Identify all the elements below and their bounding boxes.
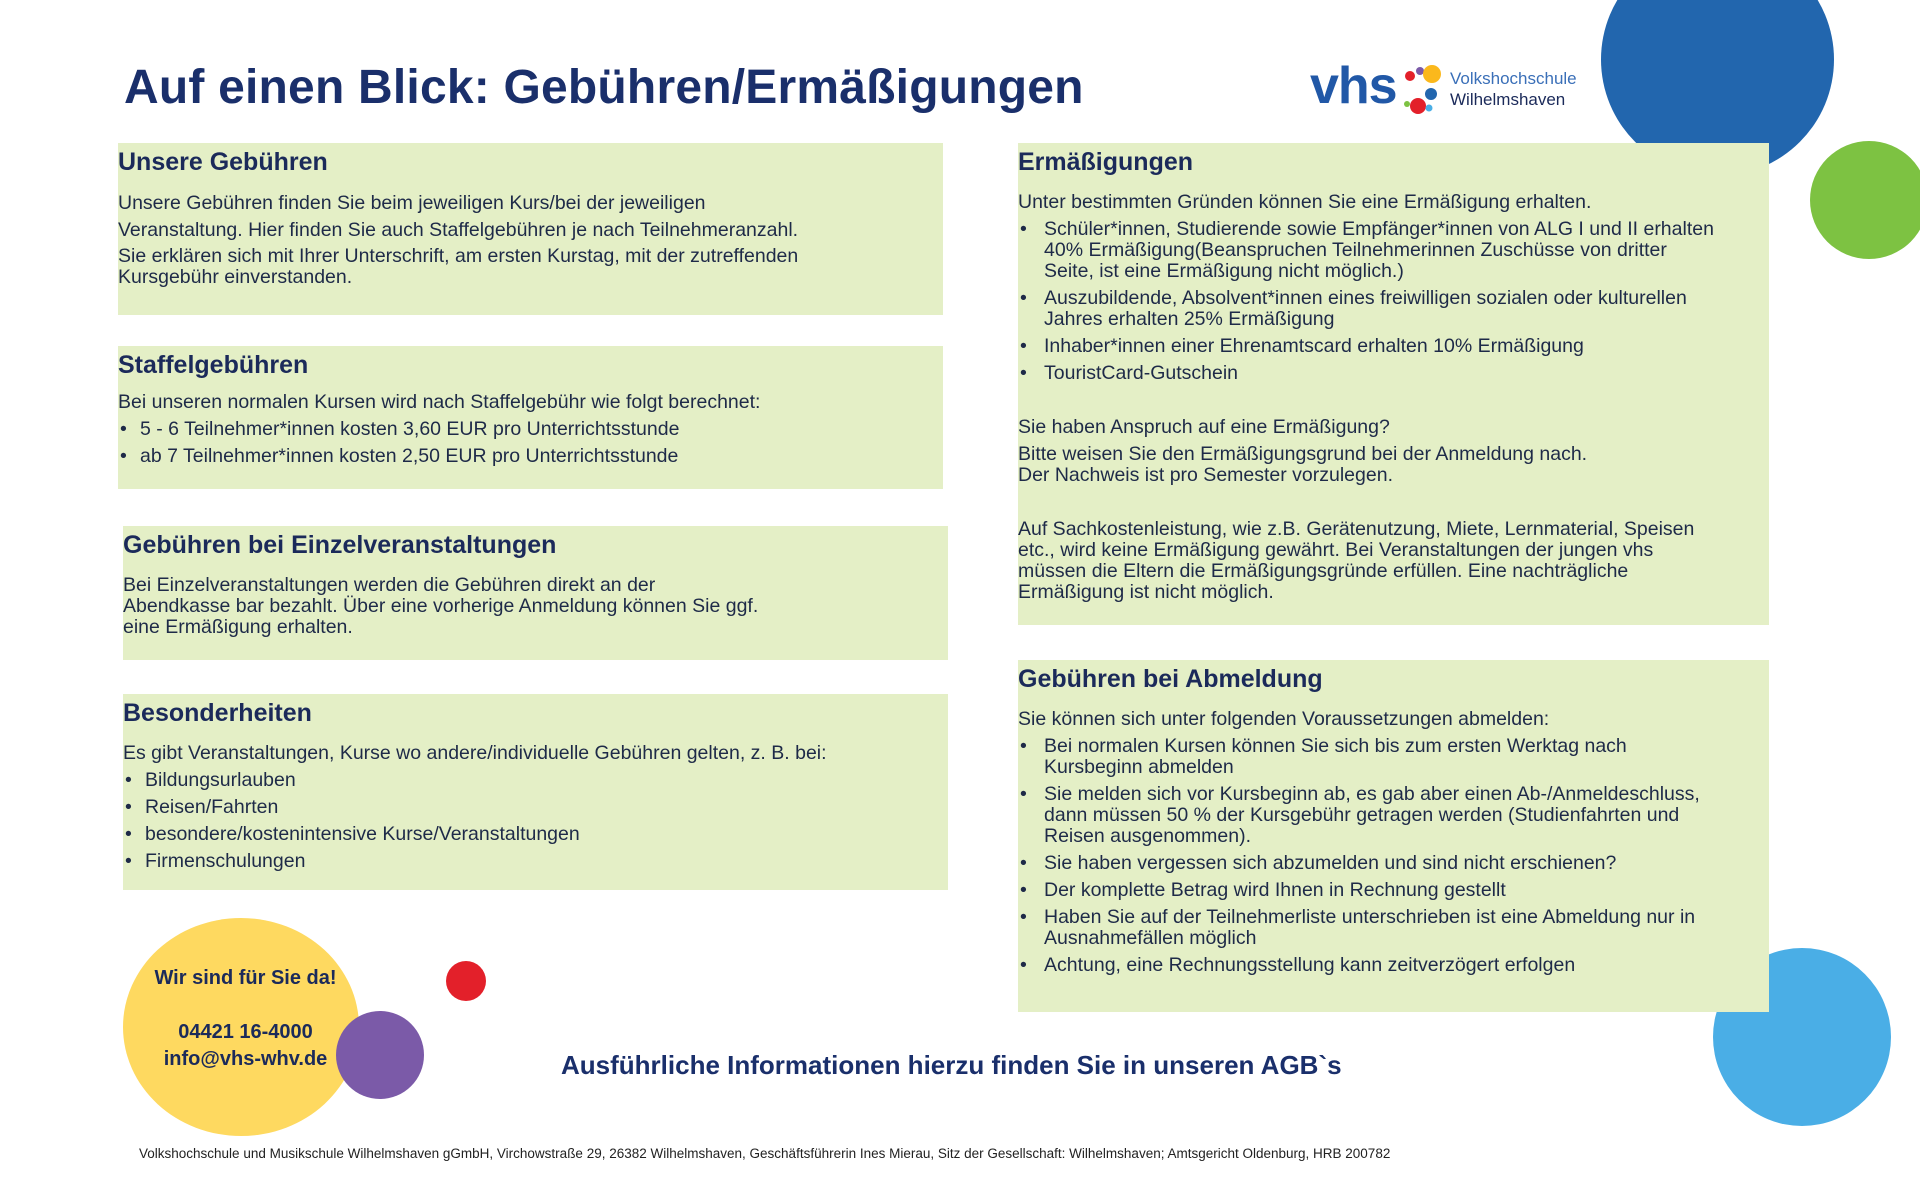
list-item-line: • Schüler*innen, Studierende sowie Empfänger*innen von ALG I und II erhalten: [1044, 218, 1714, 240]
section-intro: Bei unseren normalen Kursen wird nach Staffelgebühr wie folgt berechnet:: [118, 391, 761, 413]
list-item: • 5 - 6 Teilnehmer*innen kosten 3,60 EUR pro Unterrichtsstunde: [118, 419, 918, 440]
contact-phone[interactable]: 04421 16-4000: [178, 1021, 313, 1043]
section-body: [118, 392, 918, 467]
list-item: • besondere/kostenintensive Kurse/Veranstaltungen: [123, 824, 923, 845]
decor-circle-green: [1810, 141, 1920, 259]
list-item: • Firmenschulungen: [123, 851, 923, 872]
bullet-list: [123, 770, 923, 872]
list-item-line: Ausnahmefällen möglich: [1044, 927, 1257, 949]
list-item-line: • Haben Sie auf der Teilnehmerliste unterschrieben ist eine Abmeldung nur in: [1044, 906, 1696, 928]
list-item: [1018, 363, 1768, 384]
list-item-line: 40% Ermäßigung(Beanspruchen Teilnehmerinnen Zuschüsse von dritter: [1044, 239, 1667, 261]
list-item: [1018, 288, 1768, 330]
section-staffelgebuehren: [118, 346, 943, 489]
contact-heading: Wir sind für Sie da!: [154, 967, 337, 989]
list-item-line: • Achtung, eine Rechnungsstellung kann zeitverzögert erfolgen: [1044, 954, 1576, 976]
text-line: etc., wird keine Ermäßigung gewährt. Bei Veranstaltungen der jungen vhs: [1018, 539, 1654, 561]
section-heading: Staffelgebühren: [118, 351, 309, 379]
section-body: [118, 193, 918, 288]
list-item-line: • Bei normalen Kursen können Sie sich bis zum ersten Werktag nach: [1044, 735, 1627, 757]
section-intro: Sie können sich unter folgenden Voraussetzungen abmelden:: [1018, 708, 1550, 730]
page-title: Auf einen Blick: Gebühren/Ermäßigungen: [124, 61, 1084, 114]
vhs-logo: [1310, 58, 1610, 118]
text-line: Bitte weisen Sie den Ermäßigungsgrund bei der Anmeldung nach.: [1018, 443, 1588, 465]
text-line: Der Nachweis ist pro Semester vorzulegen.: [1018, 464, 1393, 486]
text-line: müssen die Eltern die Ermäßigungsgründe erfüllen. Eine nachträgliche: [1018, 560, 1629, 582]
logo-line-2: Wilhelmshaven: [1450, 90, 1566, 109]
section-body: [123, 743, 923, 872]
list-item-line: Reisen ausgenommen).: [1044, 825, 1252, 847]
section-body: [1018, 192, 1768, 603]
list-item: [1018, 907, 1768, 949]
list-item-line: • TouristCard-Gutschein: [1044, 362, 1238, 384]
list-item: [1018, 736, 1768, 778]
section-heading: Besonderheiten: [123, 699, 312, 727]
text-line: Abendkasse bar bezahlt. Über eine vorherige Anmeldung können Sie ggf.: [123, 595, 759, 617]
list-item-line: • Sie haben vergessen sich abzumelden und sind nicht erschienen?: [1044, 852, 1617, 874]
section-heading: Unsere Gebühren: [118, 148, 328, 176]
agb-note: Ausführliche Informationen hierzu finden Sie in unseren AGB`s: [561, 1050, 1342, 1080]
list-item: • Bildungsurlauben: [123, 770, 923, 791]
section-intro: Unter bestimmten Gründen können Sie eine Ermäßigung erhalten.: [1018, 191, 1592, 213]
logo-text: [1450, 68, 1577, 110]
section-body: [1018, 709, 1768, 976]
section-heading: Ermäßigungen: [1018, 148, 1194, 176]
list-item: [1018, 336, 1768, 357]
list-item: [1018, 955, 1768, 976]
list-item-line: Jahres erhalten 25% Ermäßigung: [1044, 308, 1335, 330]
section-intro: Es gibt Veranstaltungen, Kurse wo andere/individuelle Gebühren gelten, z. B. bei:: [123, 742, 827, 764]
list-item-line: • Der komplette Betrag wird Ihnen in Rechnung gestellt: [1044, 879, 1506, 901]
section-unsere-gebuehren: [118, 143, 943, 315]
text-line: Unsere Gebühren finden Sie beim jeweiligen Kurs/bei der jeweiligen: [118, 192, 706, 214]
text-line: Kursgebühr einverstanden.: [118, 266, 353, 288]
question-line: Sie haben Anspruch auf eine Ermäßigung?: [1018, 416, 1390, 438]
logo-wordmark: vhs: [1310, 57, 1397, 115]
text-line: Ermäßigung ist nicht möglich.: [1018, 581, 1274, 603]
list-item: [1018, 853, 1768, 874]
contact-email[interactable]: info@vhs-whv.de: [163, 1048, 328, 1070]
text-line: Sie erklären sich mit Ihrer Unterschrift, am ersten Kurstag, mit der zutreffenden: [118, 245, 799, 267]
text-line: Auf Sachkostenleistung, wie z.B. Gerätenutzung, Miete, Lernmaterial, Speisen: [1018, 518, 1695, 540]
list-item: [1018, 880, 1768, 901]
list-item: [1018, 219, 1768, 282]
list-item-line: • Sie melden sich vor Kursbeginn ab, es gab aber einen Ab-/Anmeldeschluss,: [1044, 783, 1700, 805]
decor-circle-red: [446, 961, 486, 1001]
text-line: Bei Einzelveranstaltungen werden die Gebühren direkt an der: [123, 574, 656, 596]
section-heading: Gebühren bei Abmeldung: [1018, 665, 1323, 693]
bullet-list: [1018, 219, 1768, 384]
list-item-line: • Inhaber*innen einer Ehrenamtscard erhalten 10% Ermäßigung: [1044, 335, 1584, 357]
bullet-list: [1018, 736, 1768, 976]
bullet-list: [118, 419, 918, 467]
text-line: Veranstaltung. Hier finden Sie auch Staffelgebühren je nach Teilnehmeranzahl.: [118, 219, 799, 241]
contact-info: [123, 965, 368, 1073]
list-item: [1018, 784, 1768, 847]
list-item-line: Seite, ist eine Ermäßigung nicht möglich.): [1044, 260, 1404, 282]
section-abmeldung: [1018, 660, 1769, 1012]
list-item-line: Kursbeginn abmelden: [1044, 756, 1234, 778]
list-item-line: • Auszubildende, Absolvent*innen eines freiwilligen sozialen oder kulturellen: [1044, 287, 1687, 309]
section-einzelveranstaltungen: [123, 526, 948, 660]
section-heading: Gebühren bei Einzelveranstaltungen: [123, 531, 557, 559]
logo-line-1: Volkshochschule: [1450, 69, 1577, 88]
list-item: • ab 7 Teilnehmer*innen kosten 2,50 EUR pro Unterrichtsstunde: [118, 446, 918, 467]
list-item: • Reisen/Fahrten: [123, 797, 923, 818]
text-line: eine Ermäßigung erhalten.: [123, 616, 353, 638]
footer-imprint: Volkshochschule und Musikschule Wilhelmshaven gGmbH, Virchowstraße 29, 26382 Wilhelmshaven, Geschäftsführerin Ines Mierau, Sitz der Gesellschaft: Wilhelmshaven; Amtsgericht Oldenburg, HRB 200782: [139, 1146, 1391, 1161]
section-body: [123, 575, 923, 638]
section-besonderheiten: [123, 694, 948, 890]
section-ermaessigungen: [1018, 143, 1769, 625]
list-item-line: dann müssen 50 % der Kursgebühr getragen werden (Studienfahrten und: [1044, 804, 1680, 826]
